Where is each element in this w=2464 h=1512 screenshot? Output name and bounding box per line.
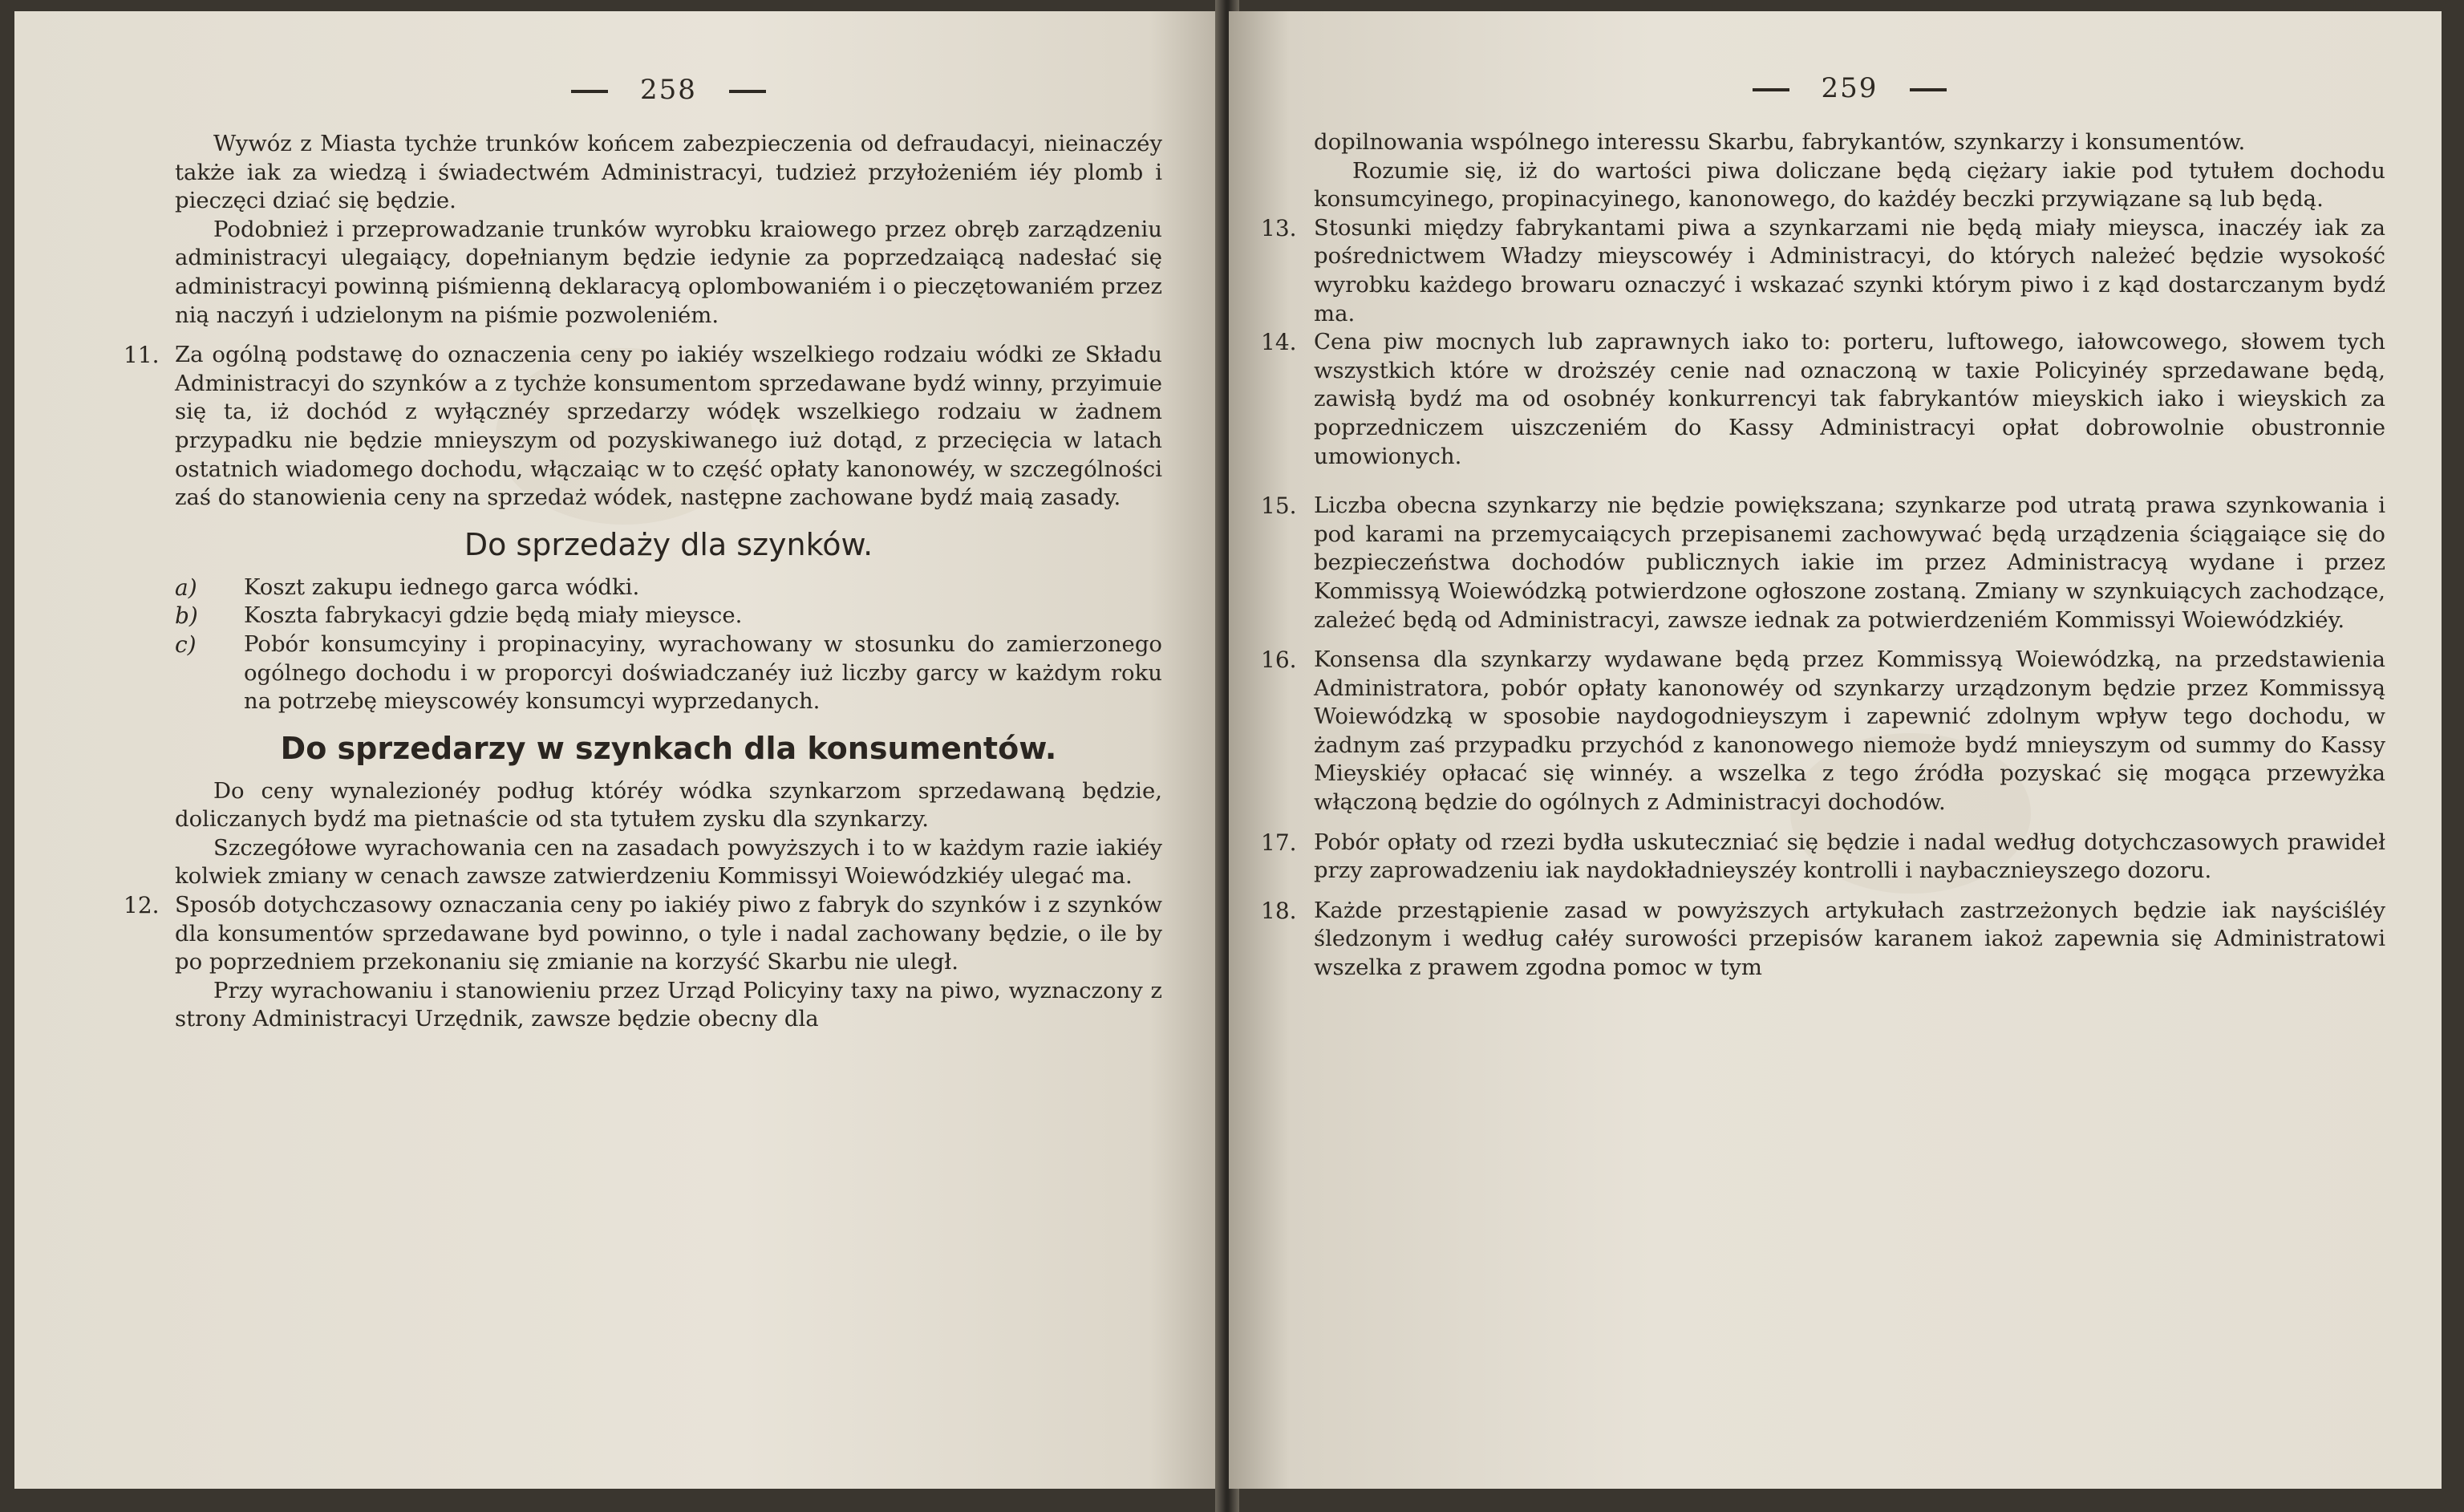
- article-12: [124, 891, 1162, 977]
- article-number: 14.: [1261, 329, 1297, 356]
- list-letter: c): [175, 630, 197, 658]
- right-page-number: 259: [1821, 72, 1878, 104]
- left-page-number: 258: [640, 74, 697, 106]
- list-item: [175, 630, 1162, 716]
- article-text: Konsensa dla szynkarzy wydawane będą przez Kommissyą Woiewódzką, na przedstawienia Administratora, pobór opłaty kanonowéy od szynkarzy urządzonym będzie przez Kommissyą Woiewódzką w sposobie naydogodnieyszym i zapewnić zdolnym wpływ tego dochodu, w żadnym zaś przypadku przychód z kanonowego niemoże bydź mnieyszym od summy do Kassy Mieyskiéy opłacać się winnéy. a wszelka z tego źródła pozyskać się mogąca przewyżka włączoną będzie do ogólnych z Administracyi dochodów.: [1314, 647, 2385, 816]
- article-number: 18.: [1261, 897, 1297, 924]
- article-text: Stosunki między fabrykantami piwa a szynkarzami nie będą miały mieysca, inaczéy iak za pośrednictwem Władzy mieyscowéy i Administracyi, do których należeć będzie wysokość wyrobku każdego browaru oznaczyć i wskazać szynki którym piwo i z kąd dostarczanym bydź ma.: [1314, 214, 2385, 326]
- list-text: Koszt zakupu iednego garca wódki.: [244, 574, 640, 600]
- article-number: 12.: [124, 892, 160, 919]
- article-15: [1261, 492, 2385, 634]
- article-number: 17.: [1261, 829, 1297, 856]
- article-11: [124, 341, 1162, 513]
- article-text: Sposób dotychczasowy oznaczania ceny po iakiéy piwo z fabryk do szynków i z szynków dla konsumentów sprzedawane byd powinno, o tyle i nadal zachowany będzie, o ile by po poprzedniem przekonaniu się zmianie na korzyść Skarbu nie uległ.: [175, 892, 1162, 975]
- article-18: [1261, 897, 2385, 983]
- right-running-head: [1314, 72, 2385, 104]
- article-number: 16.: [1261, 647, 1297, 674]
- list-text: Koszta fabrykacyi gdzie będą miały mieysce.: [244, 602, 743, 629]
- article-14: [1261, 328, 2385, 471]
- article-number: 11.: [124, 342, 160, 369]
- paragraph: Przy wyrachowaniu i stanowieniu przez Urząd Policyiny taxy na piwo, wyznaczony z strony Administracyi Urzędnik, zawsze będzie obecny dla: [175, 977, 1162, 1032]
- article-17: [1261, 829, 2385, 886]
- article-text: Liczba obecna szynkarzy nie będzie powiększana; szynkarze pod utratą prawa szynkowania i pod karami na przemycaiących przepisanemi zachowywać będą urządzenia ściągaiące się do bezpieczeństwa dochodów publicznych iakie im przez Administracyą wydane i przez Kommissyą Woiewódzką potwierdzone ogłoszone zostaną. Zmiany w szynkuiących zachodzące, zależeć będą od Administracyi, zawsze iednak za potwierdzeniém Kommissyi Woiewódzkiéy.: [1314, 493, 2385, 633]
- paragraph: Do ceny wynalezionéy podług któréy wódka szynkarzom sprzedawaną będzie, doliczanych bydź ma pietnaście od sta tytułem zysku dla szynkarzy.: [175, 777, 1162, 833]
- left-running-head: [175, 74, 1162, 106]
- list-text: Pobór konsumcyiny i propinacyiny, wyrachowany w stosunku do zamierzonego ogólnego dochodu i w proporcyi doświadczanéy iuż liczby garcy w każdym roku na potrzebę mieyscowéy konsumcyi wyprzedanych.: [244, 630, 1162, 715]
- paragraph: dopilnowania wspólnego interessu Skarbu, fabrykantów, szynkarzy i konsumentów.: [1314, 129, 2246, 155]
- section-title: Do sprzedaży dla szynków.: [464, 526, 873, 562]
- paragraph: Podobnież i przeprowadzanie trunków wyrobku kraiowego przez obręb zarządzeniu administracyi ulegaiący, dopełnianym będzie iedynie za poprzedzaiącą nadesłać się administracyi powinną piśmienną deklaracyą oplombowaniém i o pieczętowaniém przez nią naczyń i udzielonym na piśmie pozwoleniém.: [175, 216, 1162, 328]
- list-letter: a): [175, 574, 197, 601]
- right-page: [1229, 11, 2442, 1489]
- article-number: 15.: [1261, 493, 1297, 520]
- paragraph: Szczegółowe wyrachowania cen na zasadach powyższych i to w każdym razie iakiéy kolwiek zmiany w cenach zawsze zatwierdzeniu Kommissyi Woiewódzkiéy ulegać ma.: [175, 834, 1162, 890]
- list-item: [175, 574, 1162, 602]
- list-letter: b): [175, 602, 198, 630]
- paragraph: Rozumie się, iż do wartości piwa doliczane będą ciężary iakie pod tytułem dochodu konsumcyinego, propinacyinego, kanonowego, do każdéy beczki przywiązane są lub będą.: [1314, 157, 2385, 213]
- article-number: 13.: [1261, 214, 1297, 241]
- list-item: [175, 602, 1162, 630]
- article-text: Pobór opłaty od rzezi bydła uskuteczniać się będzie i nadal według dotychczasowych prawideł przy zaprowadzeniu iak naydokładnieyszéy kontrolli i naybacznieyszego dozoru.: [1314, 829, 2385, 884]
- section-title: Do sprzedarzy w szynkach dla konsumentów.: [280, 730, 1057, 766]
- article-text: Cena piw mocnych lub zaprawnych iako to: porteru, luftowego, iałowcowego, słowem tych wszystkich które w droższéy cenie nad oznaczoną w taxie Policyinéy sprzedawane będą, zawisłą bydź ma od osobnéy konkurrencyi tak fabrykantów mieyskich iako i wieyskich za poprzedniczem uiszczeniém do Kassy Administracyi opłat dobrowolnie obustronnie umowionych.: [1314, 329, 2385, 469]
- paragraph: Wywóz z Miasta tychże trunków końcem zabezpieczenia od defraudacyi, nieinaczéy także iak za wiedzą i świadectwém Administracyi, tudzież przyłożeniém iéy plomb i pieczęci dziać się będzie.: [175, 131, 1162, 214]
- left-page: [14, 11, 1222, 1489]
- article-text: Każde przestąpienie zasad w powyższych artykułach zastrzeżonych będzie iak nayściśléy śledzonym i według całéy surowości przepisów karanem iakoż zapewnia się Administratowi wszelka z prawem zgodna pomoc w tym: [1314, 897, 2385, 981]
- article-16: [1261, 646, 2385, 817]
- article-13: [1261, 214, 2385, 328]
- article-text: Za ogólną podstawę do oznaczenia ceny po iakiéy wszelkiego rodzaiu wódki ze Składu Administracyi do szynków a z tychże konsumentom sprzedawane bydź winny, przyimuie się ta, iż dochód z wyłącznéy sprzedarzy wódęk wszelkiego rodzaiu w żadnem przypadku nie będzie mnieyszym od pozyskiwanego iuż dotąd, z przecięcia w latach ostatnich wiadomego dochodu, włączaiąc w to część opłaty kanonowéy, w szczególności zaś do stanowienia ceny na sprzedaż wódek, następne zachowane bydź maią zasady.: [175, 342, 1162, 511]
